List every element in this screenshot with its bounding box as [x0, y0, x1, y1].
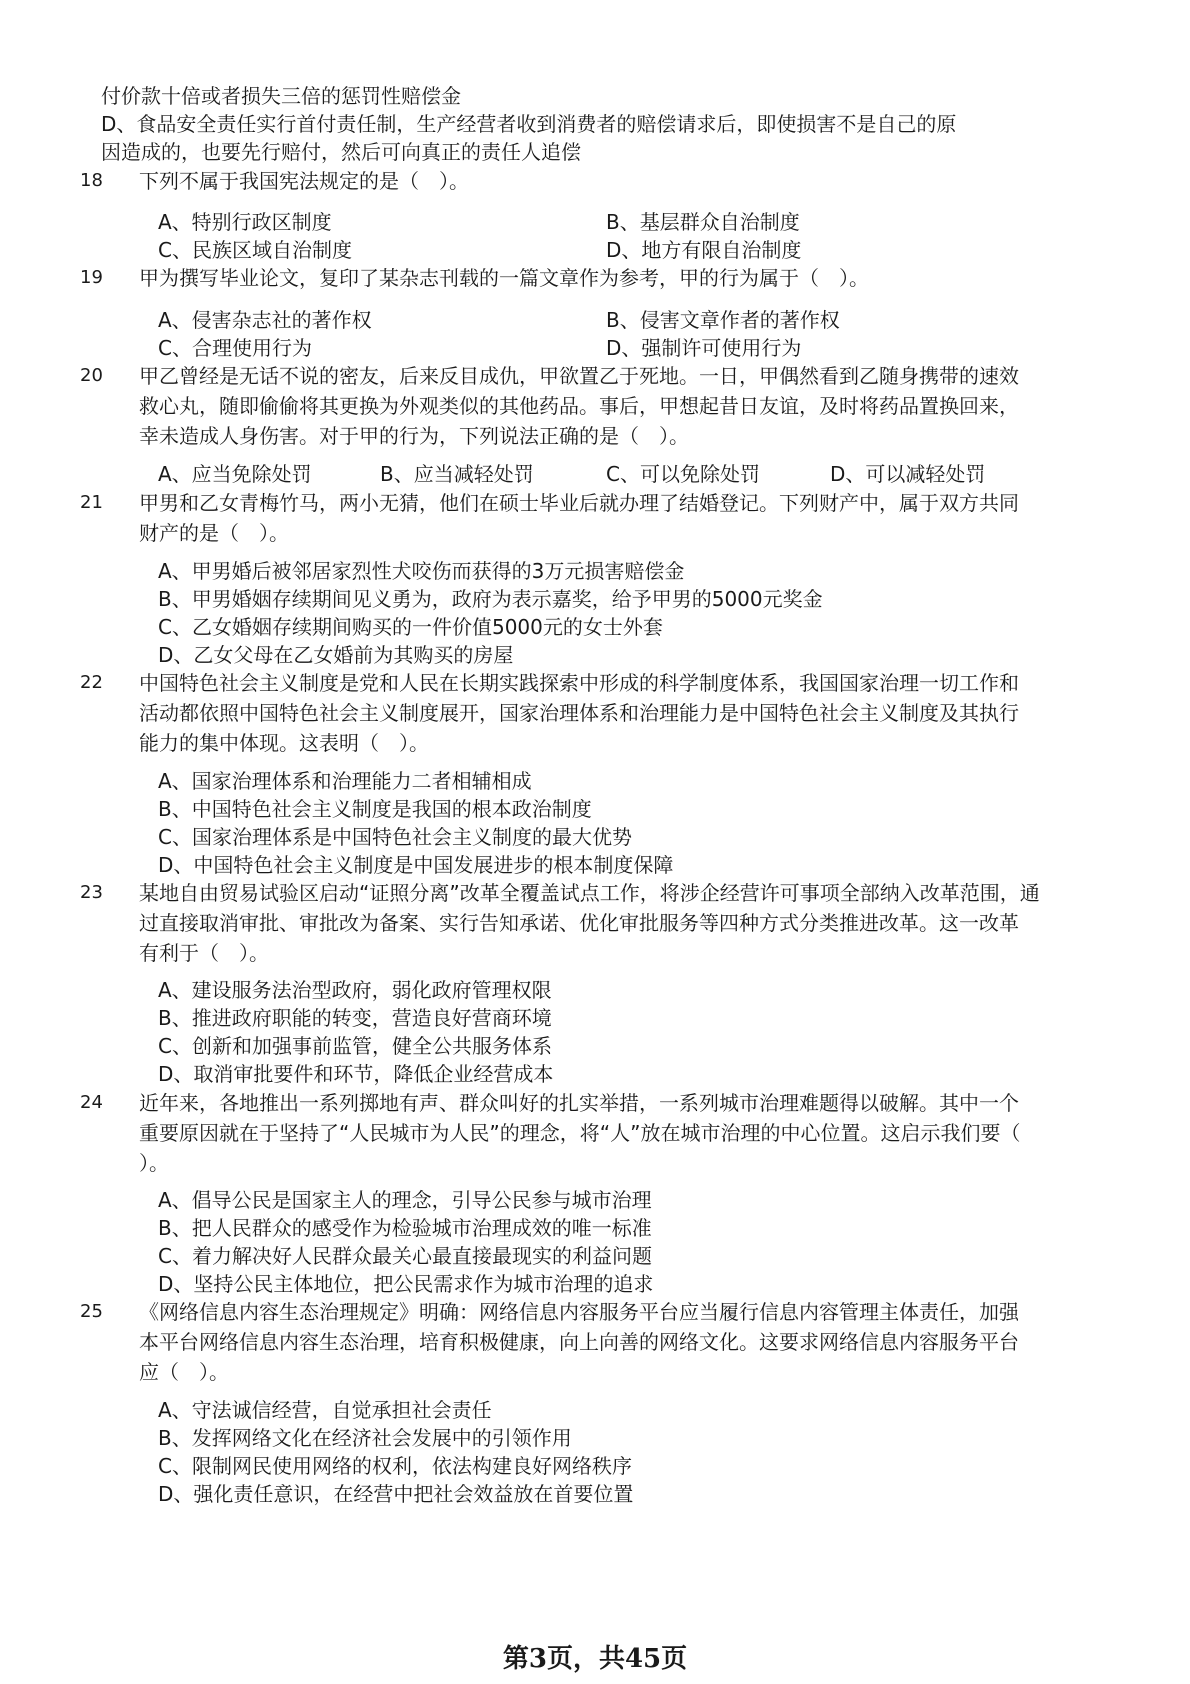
continuation-line: D、食品安全责任实行首付责任制，生产经营者收到消费者的赔偿请求后，即使损害不是自己的原: [101, 112, 957, 136]
option-c: C、可以免除处罚: [606, 462, 760, 486]
option-c: C、着力解决好人民群众最关心最直接最现实的利益问题: [158, 1244, 652, 1268]
question-number: 21: [80, 492, 103, 513]
option-b: B、应当减轻处罚: [380, 462, 534, 486]
option-b: B、发挥网络文化在经济社会发展中的引领作用: [158, 1426, 572, 1450]
option-b: B、基层群众自治制度: [606, 210, 800, 234]
option-c: C、限制网民使用网络的权利，依法构建良好网络秩序: [158, 1454, 632, 1478]
question-text: 某地自由贸易试验区启动“证照分离”改革全覆盖试点工作，将涉企经营许可事项全部纳入改革范围，通 过直接取消审批、审批改为备案、实行告知承诺、优化审批服务等四种方式分类推进改革。这一改革 有利于（ ）。: [139, 881, 1040, 965]
question-number: 22: [80, 672, 103, 693]
question-text: 甲男和乙女青梅竹马，两小无猜，他们在硕士毕业后就办理了结婚登记。下列财产中，属于双方共同 财产的是（ ）。: [139, 491, 1019, 545]
question-text: 下列不属于我国宪法规定的是（ ）。: [139, 169, 469, 193]
option-d: D、强制许可使用行为: [606, 336, 802, 360]
option-b: B、中国特色社会主义制度是我国的根本政治制度: [158, 797, 592, 821]
option-c: C、乙女婚姻存续期间购买的一件价值5000元的女士外套: [158, 615, 663, 639]
continuation-line: 付价款十倍或者损失三倍的惩罚性赔偿金: [101, 84, 461, 108]
option-d: D、地方有限自治制度: [606, 238, 802, 262]
question-number: 20: [80, 365, 103, 386]
option-c: C、合理使用行为: [158, 336, 312, 360]
question-text: 《网络信息内容生态治理规定》明确：网络信息内容服务平台应当履行信息内容管理主体责任，加强 本平台网络信息内容生态治理，培育积极健康，向上向善的网络文化。这要求网络信息内容服务平台 应（ ）。: [139, 1300, 1019, 1384]
page-number-footer: 第3页，共45页: [502, 1644, 688, 1674]
question-number: 25: [80, 1301, 103, 1322]
question-number: 19: [80, 267, 103, 288]
option-a: A、国家治理体系和治理能力二者相辅相成: [158, 769, 532, 793]
option-a: A、侵害杂志社的著作权: [158, 308, 372, 332]
option-d: D、强化责任意识，在经营中把社会效益放在首要位置: [158, 1482, 634, 1506]
option-b: B、甲男婚姻存续期间见义勇为，政府为表示嘉奖，给予甲男的5000元奖金: [158, 587, 823, 611]
option-c: C、国家治理体系是中国特色社会主义制度的最大优势: [158, 825, 632, 849]
question-text: 近年来，各地推出一系列掷地有声、群众叫好的扎实举措，一系列城市治理难题得以破解。其中一个 重要原因就在于坚持了“人民城市为人民”的理念，将“人”放在城市治理的中心位置。这启示我们要（ ）。: [139, 1091, 1021, 1175]
question-text: 甲乙曾经是无话不说的密友，后来反目成仇，甲欲置乙于死地。一日，甲偶然看到乙随身携带的速效 救心丸，随即偷偷将其更换为外观类似的其他药品。事后，甲想起昔日友谊，及时将药品置换回来， 幸未造成人身伤害。对于甲的行为，下列说法正确的是（ ）。: [139, 364, 1019, 448]
option-a: A、应当免除处罚: [158, 462, 312, 486]
option-d: D、可以减轻处罚: [830, 462, 986, 486]
question-text: 中国特色社会主义制度是党和人民在长期实践探索中形成的科学制度体系，我国国家治理一切工作和 活动都依照中国特色社会主义制度展开，国家治理体系和治理能力是中国特色社会主义制度及其执行 能力的集中体现。这表明（ ）。: [139, 671, 1019, 755]
option-d: D、乙女父母在乙女婚前为其购买的房屋: [158, 643, 514, 667]
option-b: B、把人民群众的感受作为检验城市治理成效的唯一标准: [158, 1216, 652, 1240]
option-a: A、甲男婚后被邻居家烈性犬咬伤而获得的3万元损害赔偿金: [158, 559, 685, 583]
option-c: C、创新和加强事前监管，健全公共服务体系: [158, 1034, 552, 1058]
option-c: C、民族区域自治制度: [158, 238, 352, 262]
option-a: A、特别行政区制度: [158, 210, 332, 234]
question-number: 23: [80, 882, 103, 903]
option-d: D、坚持公民主体地位，把公民需求作为城市治理的追求: [158, 1272, 654, 1296]
question-number: 18: [80, 170, 103, 191]
option-b: B、推进政府职能的转变，营造良好营商环境: [158, 1006, 552, 1030]
option-d: D、中国特色社会主义制度是中国发展进步的根本制度保障: [158, 853, 674, 877]
option-d: D、取消审批要件和环节，降低企业经营成本: [158, 1062, 554, 1086]
question-text: 甲为撰写毕业论文，复印了某杂志刊载的一篇文章作为参考，甲的行为属于（ ）。: [139, 266, 869, 290]
option-a: A、倡导公民是国家主人的理念，引导公民参与城市治理: [158, 1188, 652, 1212]
continuation-line: 因造成的，也要先行赔付，然后可向真正的责任人追偿: [101, 140, 581, 164]
option-a: A、建设服务法治型政府，弱化政府管理权限: [158, 978, 552, 1002]
option-b: B、侵害文章作者的著作权: [606, 308, 840, 332]
question-number: 24: [80, 1092, 103, 1113]
option-a: A、守法诚信经营，自觉承担社会责任: [158, 1398, 492, 1422]
